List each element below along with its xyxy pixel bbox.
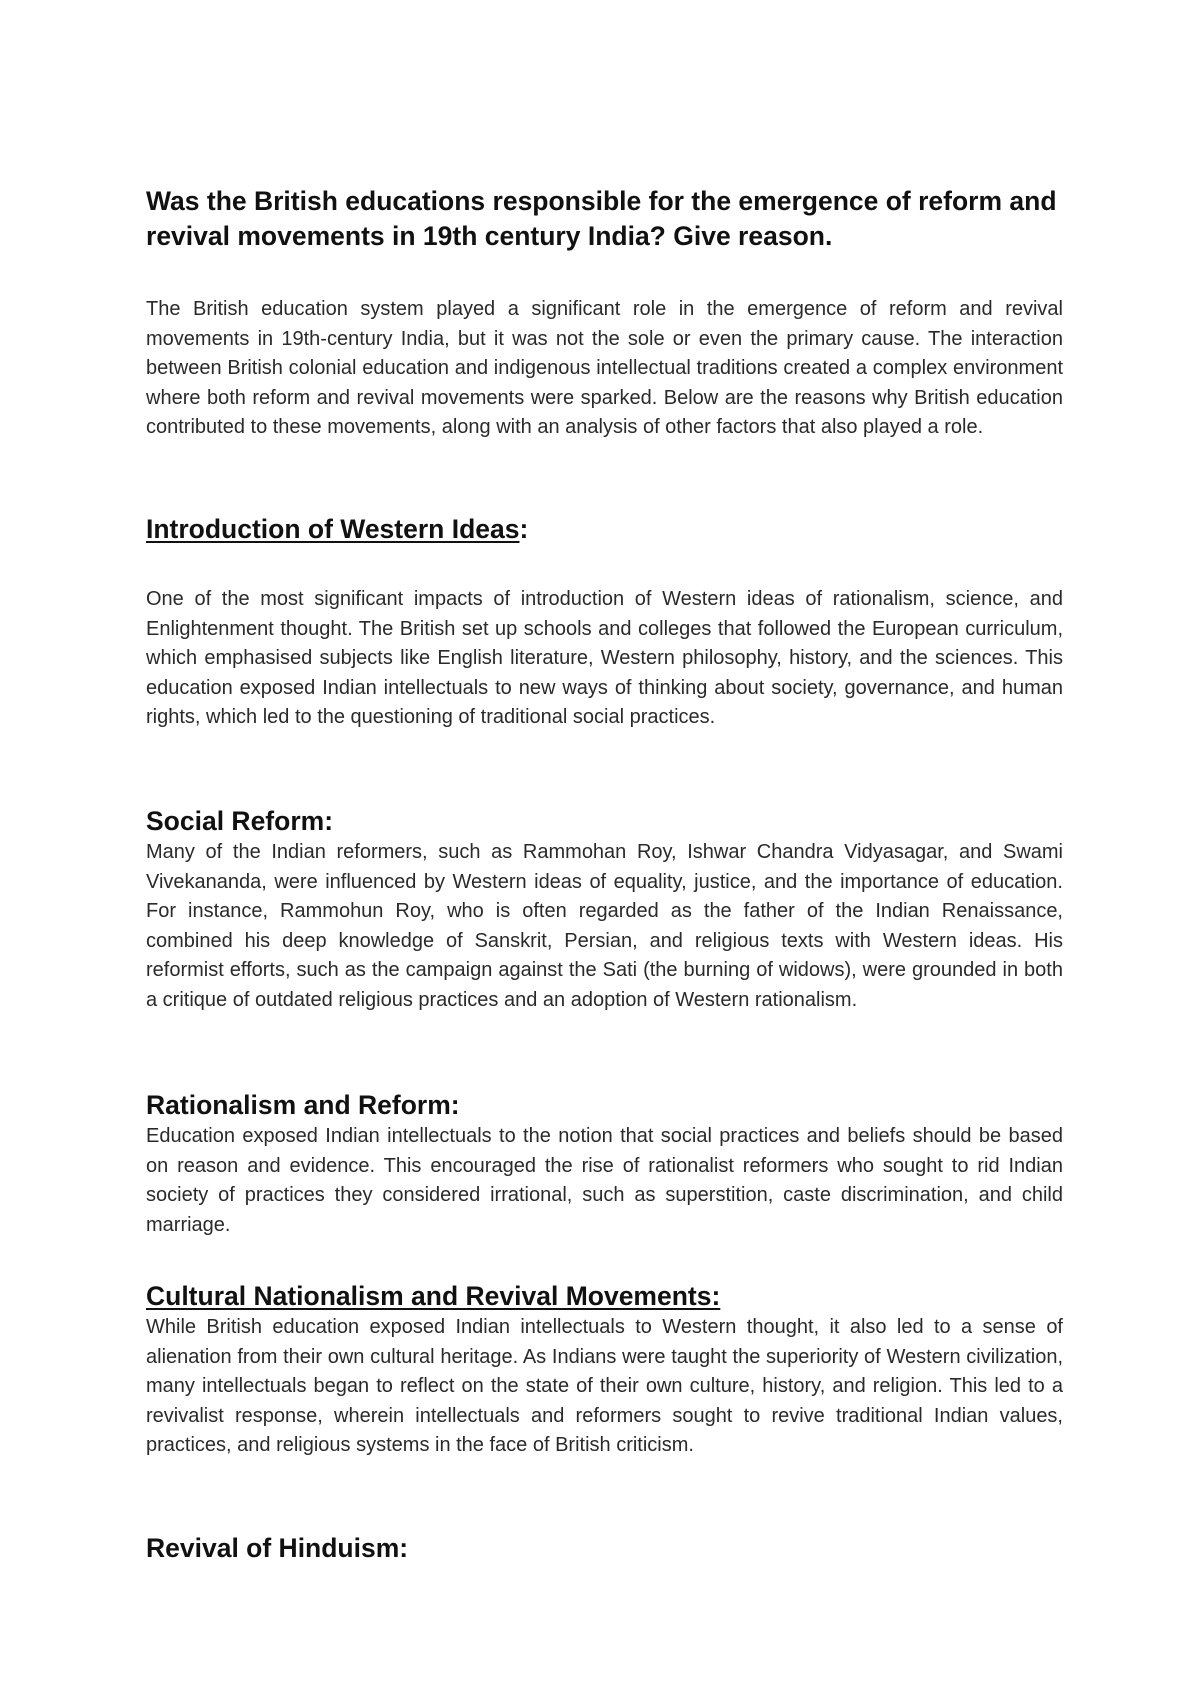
document-title: Was the British educations responsible for the emergence of reform and revival movements in 19th century India? Give reason.: [146, 186, 1057, 251]
section-body-western-ideas: One of the most significant impacts of introduction of Western ideas of rationalism, science, and Enlightenment thought. The British set up schools and colleges that followed the European curriculum, which emphasised subjects like English literature, Western philosophy, history, and the sciences. This education exposed Indian intellectuals to new ways of thinking about society, governance, and human rights, which led to the questioning of traditional social practices.: [146, 588, 1063, 728]
section-heading-western-ideas-text: Introduction of Western Ideas: [146, 514, 520, 544]
section-body-social-reform: Many of the Indian reformers, such as Rammohan Roy, Ishwar Chandra Vidyasagar, and Swami Vivekananda, were influenced by Western ideas of equality, justice, and the importance of education. For instance, Rammohun Roy, who is often regarded as the father of the Indian Renaissance, combined his deep knowledge of Sanskrit, Persian, and religious texts with Western ideas. His reformist efforts, such as the campaign against the Sati (the burning of widows), were grounded in both a critique of outdated religious practices and an adoption of Western rationalism.: [146, 841, 1063, 1011]
intro-paragraph: The British education system played a significant role in the emergence of reform and revival movements in 19th-century India, but it was not the sole or even the primary cause. The interaction between British colonial education and indigenous intellectual traditions created a complex environment where both reform and revival movements were sparked. Below are the reasons why British education contributed to these movements, along with an analysis of other factors that also played a role.: [146, 298, 1063, 438]
section-heading-cultural-nationalism-text: Cultural Nationalism and Revival Movements:: [146, 1281, 721, 1311]
section-heading-western-ideas: [146, 512, 1063, 546]
section-heading-cultural-nationalism: [146, 1279, 1063, 1313]
section-heading-rationalism: Rationalism and Reform:: [146, 1090, 460, 1120]
section-heading-revival-hinduism: Revival of Hinduism:: [146, 1533, 409, 1563]
section-body-rationalism: Education exposed Indian intellectuals to the notion that social practices and beliefs should be based on reason and evidence. This encouraged the rise of rationalist reformers who sought to rid Indian society of practices they considered irrational, such as superstition, caste discrimination, and child marriage.: [146, 1125, 1063, 1236]
section-heading-colon: :: [519, 514, 529, 544]
section-body-cultural-nationalism: While British education exposed Indian intellectuals to Western thought, it also led to a sense of alienation from their own cultural heritage. As Indians were taught the superiority of Western civilization, many intellectuals began to reflect on the state of their own culture, history, and religion. This led to a revivalist response, wherein intellectuals and reformers sought to revive traditional Indian values, practices, and religious systems in the face of British criticism.: [146, 1316, 1063, 1456]
section-heading-social-reform: Social Reform:: [146, 806, 334, 836]
